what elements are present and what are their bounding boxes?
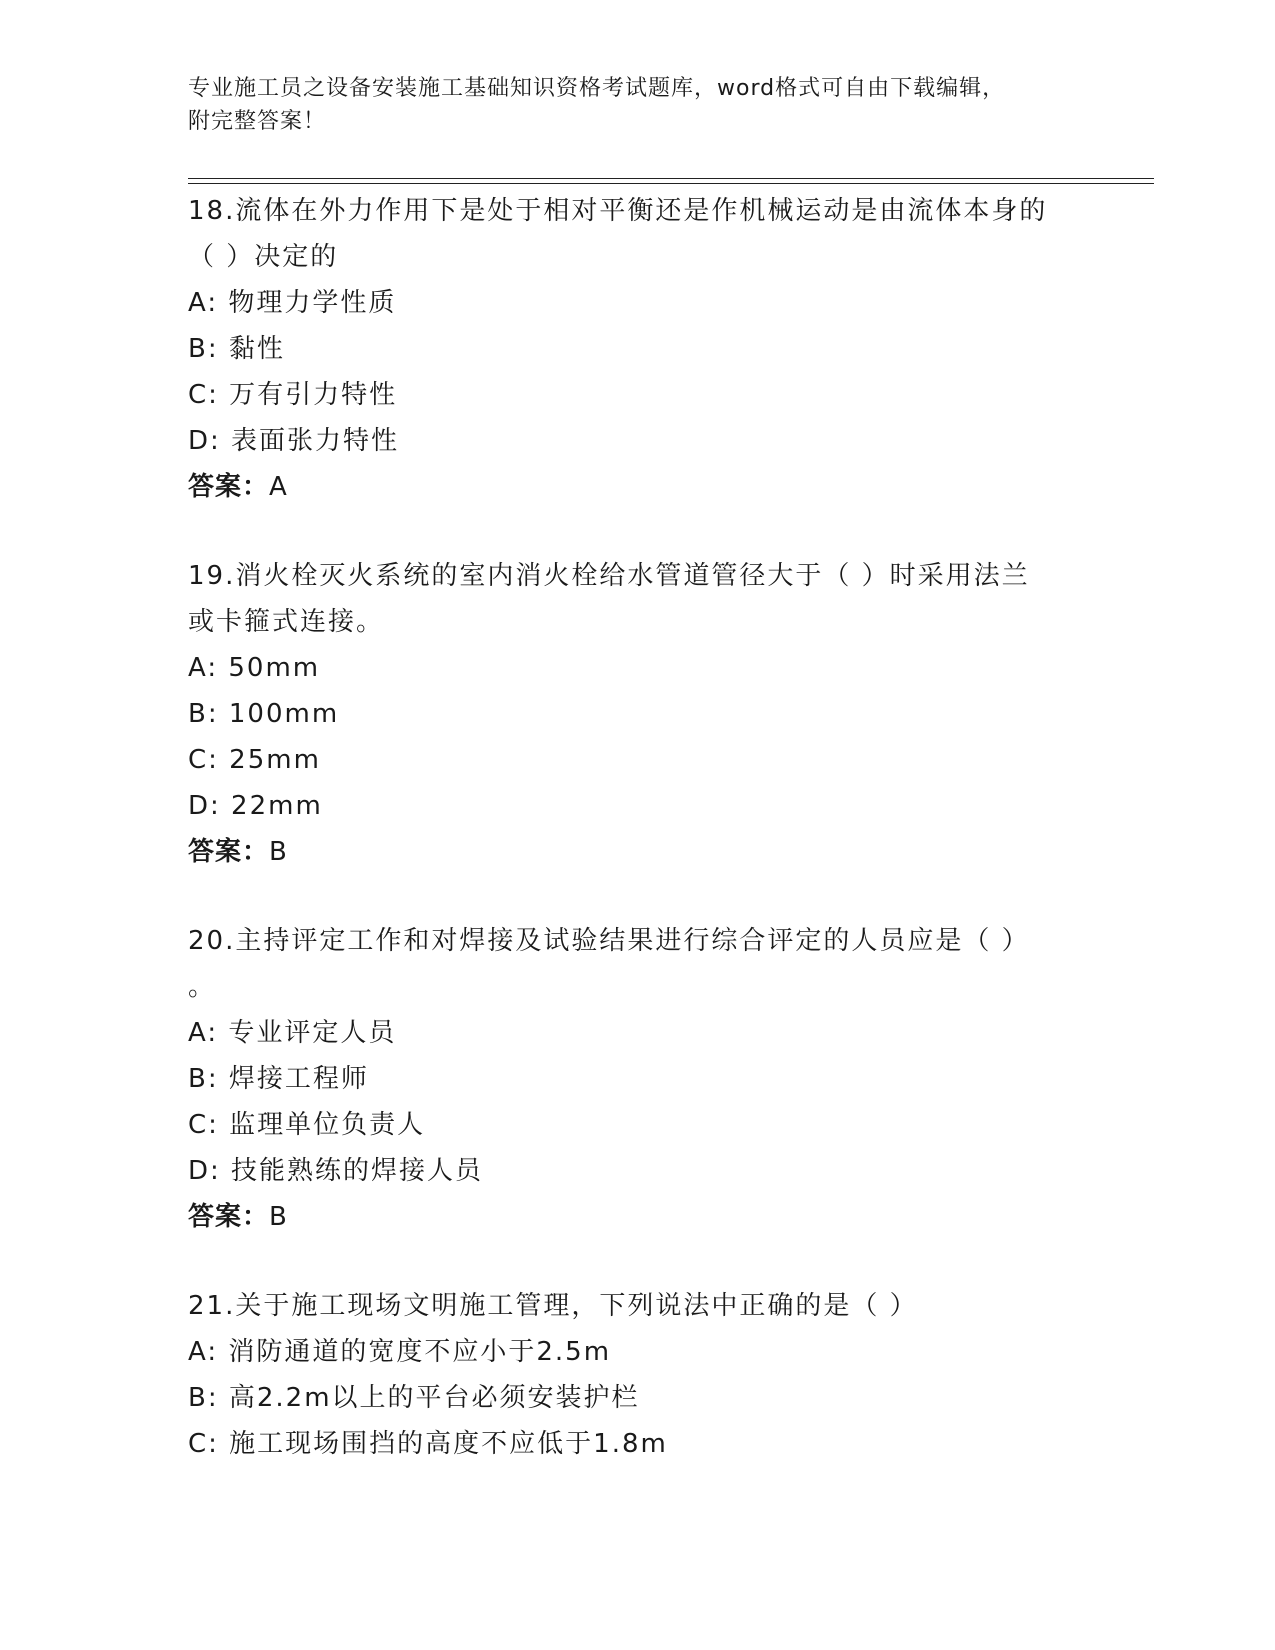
- option-d: D: 技能熟练的焊接人员: [188, 1156, 484, 1186]
- question-list: [188, 188, 1088, 1510]
- question-19: [188, 553, 1088, 875]
- answer-value: A: [269, 472, 288, 502]
- option-b: B: 100mm: [188, 699, 340, 729]
- option-c: C: 监理单位负责人: [188, 1110, 426, 1140]
- question-stem: 21.关于施工现场文明施工管理，下列说法中正确的是（ ）: [188, 1291, 918, 1321]
- question-stem-continued: 或卡箍式连接。: [188, 607, 385, 637]
- question-20: [188, 918, 1088, 1240]
- question-stem: 20.主持评定工作和对焊接及试验结果进行综合评定的人员应是（ ）: [188, 926, 1030, 956]
- option-a: A: 专业评定人员: [188, 1018, 397, 1048]
- question-stem-continued: 。: [188, 972, 217, 1002]
- answer-value: B: [269, 1202, 288, 1232]
- answer-line: [188, 464, 1088, 510]
- question-stem-continued: （ ）决定的: [188, 242, 339, 272]
- question-21: [188, 1283, 1088, 1467]
- question-stem: 19.消火栓灭火系统的室内消火栓给水管道管径大于（ ）时采用法兰: [188, 561, 1030, 591]
- option-b: B: 高2.2m以上的平台必须安装护栏: [188, 1383, 640, 1413]
- option-d: D: 表面张力特性: [188, 426, 400, 456]
- option-b: B: 焊接工程师: [188, 1064, 369, 1094]
- option-b: B: 黏性: [188, 334, 285, 364]
- option-c: C: 万有引力特性: [188, 380, 398, 410]
- header-line-2: 附完整答案！: [188, 109, 327, 134]
- answer-label: 答案：: [188, 472, 270, 502]
- answer-label: 答案：: [188, 1202, 270, 1232]
- option-d: D: 22mm: [188, 791, 323, 821]
- option-a: A: 消防通道的宽度不应小于2.5m: [188, 1337, 612, 1367]
- option-c: C: 施工现场围挡的高度不应低于1.8m: [188, 1429, 668, 1459]
- answer-label: 答案：: [188, 837, 270, 867]
- document-header: [188, 72, 1088, 138]
- question-stem: 18.流体在外力作用下是处于相对平衡还是作机械运动是由流体本身的: [188, 196, 1048, 226]
- answer-line: [188, 1194, 1088, 1240]
- header-line-1: 专业施工员之设备安装施工基础知识资格考试题库，word格式可自由下载编辑，: [188, 76, 1006, 101]
- option-a: A: 50mm: [188, 653, 321, 683]
- question-18: [188, 188, 1088, 510]
- header-divider-bottom: [188, 183, 1154, 184]
- option-a: A: 物理力学性质: [188, 288, 397, 318]
- answer-line: [188, 829, 1088, 875]
- header-divider-top: [188, 178, 1154, 179]
- option-c: C: 25mm: [188, 745, 321, 775]
- answer-value: B: [269, 837, 288, 867]
